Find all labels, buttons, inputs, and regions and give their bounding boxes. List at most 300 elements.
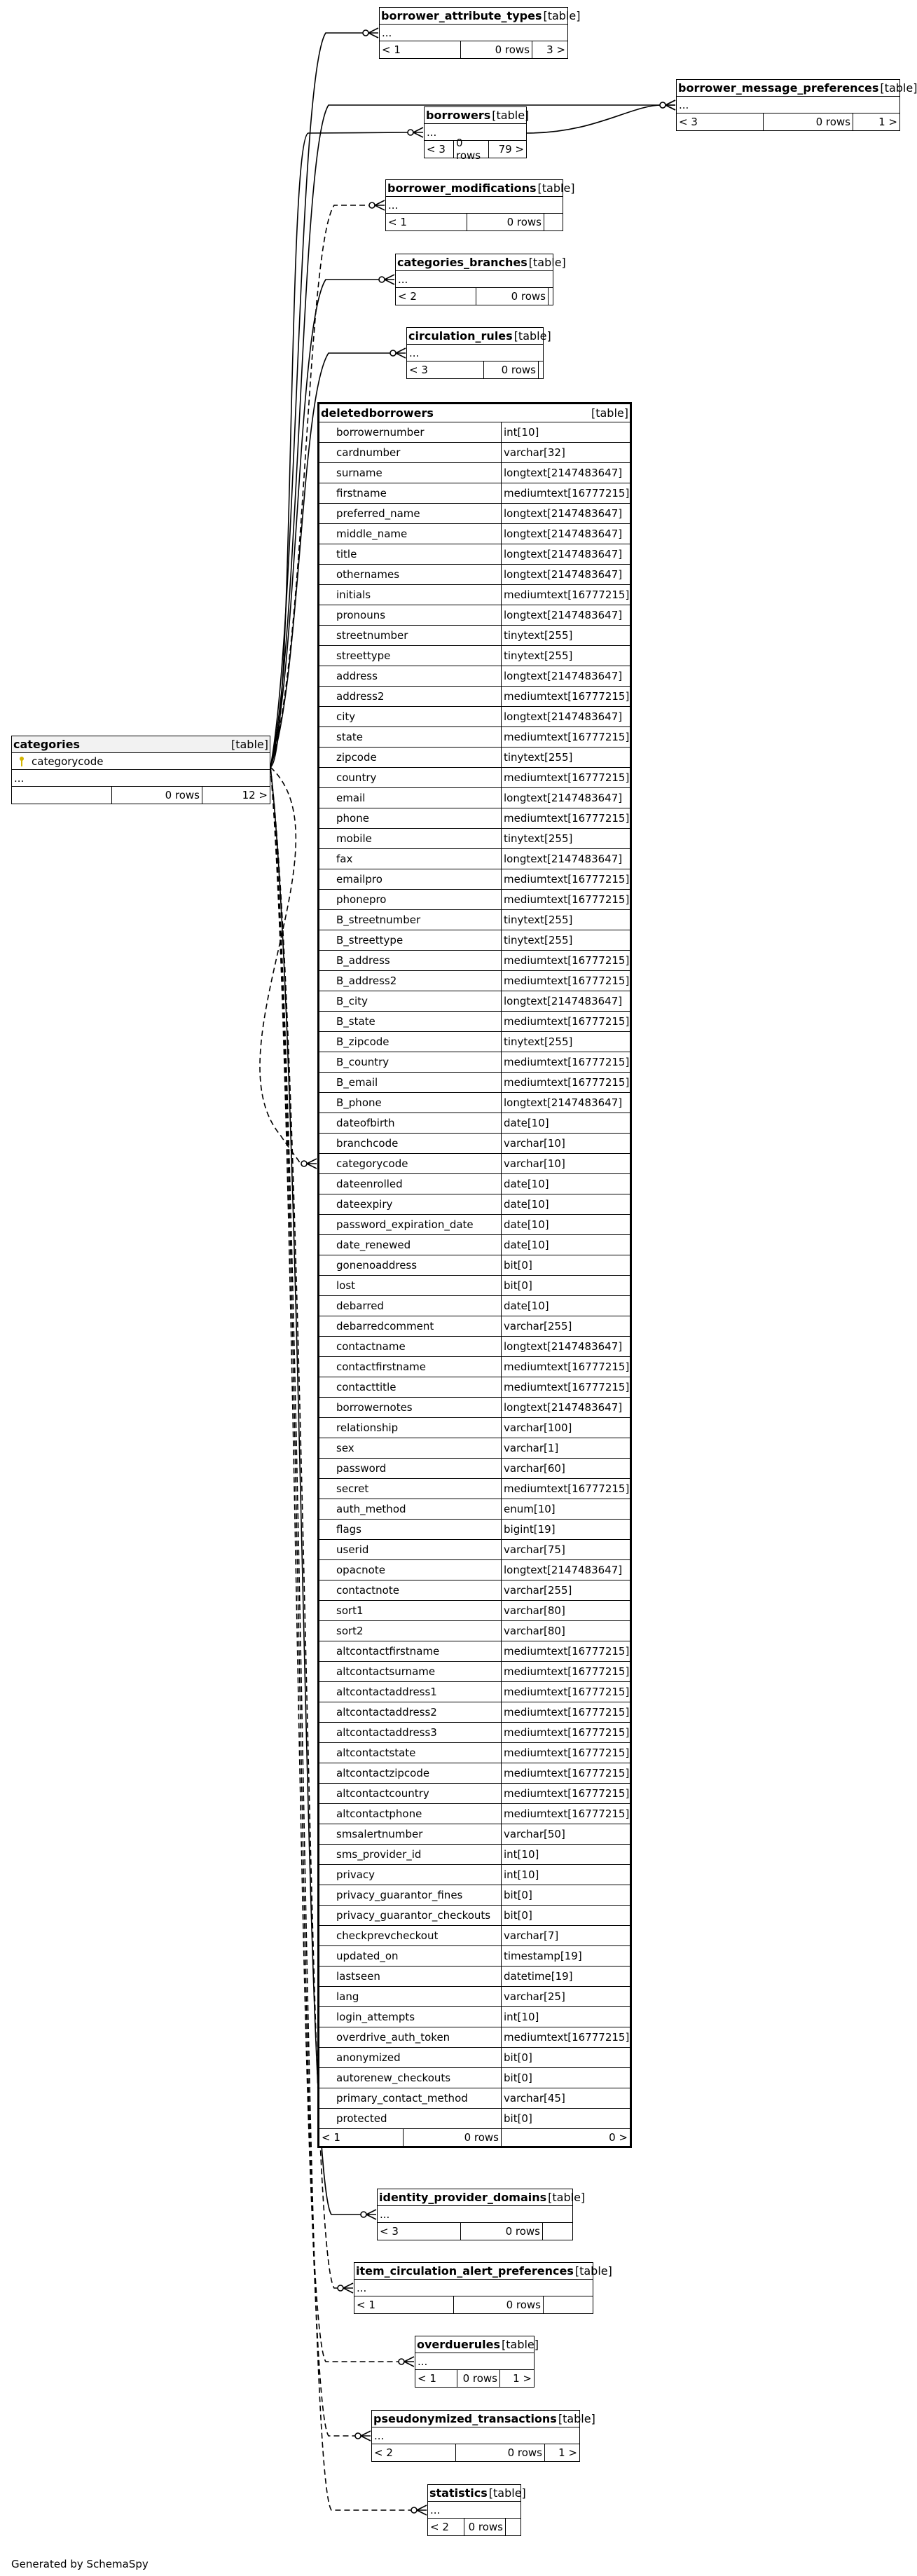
column-row — [319, 1296, 630, 1316]
column-name: firstname — [319, 483, 502, 503]
column-type: varchar[10] — [504, 1137, 565, 1150]
column-type: tinytext[255] — [504, 934, 573, 946]
rows-count: 0 rows — [764, 113, 853, 130]
column-type: tinytext[255] — [504, 649, 573, 662]
column-type: varchar[1] — [504, 1442, 559, 1454]
column-name: country — [319, 768, 502, 787]
column-row — [319, 422, 630, 443]
relation-pseudonymized-transactions-optional-marker — [355, 2433, 361, 2439]
table-overduerules[interactable] — [415, 2336, 539, 2388]
column-row — [319, 1438, 630, 1459]
column-type: date[10] — [504, 1239, 549, 1251]
column-row — [319, 1845, 630, 1865]
relation-overduerules-optional-marker — [399, 2359, 404, 2364]
column-type: mediumtext[16777215] — [504, 893, 630, 906]
table-header — [396, 254, 566, 271]
column-type: longtext[2147483647] — [504, 1564, 623, 1576]
relation-deletedborrowers-optional-marker — [301, 1161, 307, 1166]
column-name: dateofbirth — [319, 1113, 502, 1133]
column-row — [319, 1560, 630, 1580]
column-name: privacy_guarantor_checkouts — [319, 1906, 502, 1925]
table-pseudonymized-transactions[interactable] — [371, 2410, 595, 2462]
column-name: altcontactaddress1 — [319, 1682, 502, 1702]
table-header — [428, 2485, 526, 2502]
column-type: tinytext[255] — [504, 751, 573, 764]
column-type: longtext[2147483647] — [504, 1096, 623, 1109]
relation-statistics-crowfoot — [417, 2505, 427, 2515]
column-name: title — [319, 544, 502, 564]
column-row — [319, 2088, 630, 2109]
children-count: 3 > — [546, 43, 565, 56]
more-columns: ... — [386, 197, 563, 214]
table-header — [319, 404, 630, 422]
column-row — [319, 930, 630, 951]
relation-identity-provider-domains-optional-marker — [361, 2212, 366, 2217]
table-header — [677, 80, 917, 97]
column-row — [319, 483, 630, 504]
column-name: borrowernumber — [319, 422, 502, 442]
rows-count: 0 rows — [467, 214, 544, 230]
column-type: varchar[100] — [504, 1421, 572, 1434]
column-name: secret — [319, 1479, 502, 1499]
column-name: checkprevcheckout — [319, 1926, 502, 1945]
parents-count: < 2 — [428, 2519, 464, 2535]
column-row — [319, 443, 630, 463]
table-categories-branches[interactable] — [395, 254, 566, 305]
column-row — [319, 2048, 630, 2068]
children-count — [506, 2519, 520, 2535]
relation-categories-branches-crowfoot — [385, 275, 394, 284]
table-header — [407, 328, 551, 345]
relation-item-circulation-alert-preferences-crowfoot — [343, 2283, 353, 2293]
column-row — [319, 1479, 630, 1499]
column-name: preferred_name — [319, 504, 502, 523]
table-name: categories_branches — [397, 256, 528, 269]
table-footer — [372, 2444, 579, 2461]
column-row — [319, 1377, 630, 1398]
column-name: mobile — [319, 829, 502, 848]
relation-deletedborrowers-crowfoot — [307, 1159, 317, 1169]
column-type: date[10] — [504, 1218, 549, 1231]
column-row — [319, 626, 630, 646]
column-name: altcontactaddress2 — [319, 1702, 502, 1722]
relation-borrowers-message-preferences-crowfoot — [666, 100, 675, 110]
column-type: longtext[2147483647] — [504, 1401, 623, 1414]
column-type: date[10] — [504, 1178, 549, 1190]
more-columns: ... — [407, 345, 543, 361]
relation-overduerules-crowfoot — [404, 2357, 414, 2367]
column-name: streetnumber — [319, 626, 502, 645]
column-row — [319, 1235, 630, 1255]
table-footer — [380, 41, 567, 58]
column-name: sort1 — [319, 1601, 502, 1620]
column-name: fax — [319, 849, 502, 869]
relation-item-circulation-alert-preferences-optional-marker — [338, 2285, 343, 2291]
column-type: longtext[2147483647] — [504, 710, 623, 723]
column-type: mediumtext[16777215] — [504, 1686, 630, 1698]
table-name: pseudonymized_transactions — [373, 2412, 557, 2425]
column-name: streettype — [319, 646, 502, 666]
column-row — [319, 1987, 630, 2007]
table-borrower-modifications[interactable] — [385, 179, 575, 231]
column-name: relationship — [319, 1418, 502, 1438]
column-row — [319, 1906, 630, 1926]
column-row — [319, 1763, 630, 1784]
column-name: city — [319, 707, 502, 726]
column-row — [319, 788, 630, 808]
column-name: B_streetnumber — [319, 910, 502, 930]
column-row — [319, 2068, 630, 2088]
column-type: varchar[255] — [504, 1320, 572, 1332]
column-name: B_phone — [319, 1093, 502, 1113]
table-footer — [677, 113, 899, 130]
rows-count: 0 rows — [454, 141, 489, 158]
column-row — [319, 1824, 630, 1845]
column-type: mediumtext[16777215] — [504, 731, 630, 743]
relation-borrowers-message-preferences-optional-marker — [660, 102, 666, 108]
table-borrower-message-preferences[interactable] — [676, 79, 917, 131]
column-type: longtext[2147483647] — [504, 548, 623, 560]
parents-count: < 2 — [396, 288, 476, 305]
parents-count: < 3 — [677, 113, 764, 130]
more-columns: ... — [415, 2353, 534, 2370]
relation-circulation-rules-crowfoot — [396, 348, 406, 358]
table-kind: [table] — [230, 738, 268, 751]
column-row — [319, 1682, 630, 1702]
column-name: address2 — [319, 687, 502, 706]
column-row — [319, 544, 630, 565]
table-header — [372, 2411, 595, 2427]
column-type: mediumtext[16777215] — [504, 1787, 630, 1800]
rows-count: 0 rows — [456, 2444, 545, 2461]
column-row — [319, 910, 630, 930]
table-borrower-attribute-types[interactable] — [379, 7, 581, 59]
table-name: borrower_modifications — [387, 181, 537, 195]
column-row — [319, 1418, 630, 1438]
rows-count: 0 rows — [112, 787, 202, 804]
column-name: opacnote — [319, 1560, 502, 1580]
table-statistics[interactable] — [427, 2484, 526, 2536]
column-type: bit[0] — [504, 1889, 532, 1901]
relation-pseudonymized-transactions-crowfoot — [361, 2431, 371, 2441]
table-kind: [table] — [543, 9, 581, 22]
column-type: varchar[80] — [504, 1625, 565, 1637]
column-type: date[10] — [504, 1198, 549, 1211]
column-type: enum[10] — [504, 1503, 556, 1515]
table-footer — [378, 2223, 572, 2240]
column-name: altcontactphone — [319, 1804, 502, 1824]
column-type: bigint[19] — [504, 1523, 556, 1536]
column-name: auth_method — [319, 1499, 502, 1519]
table-name: item_circulation_alert_preferences — [356, 2264, 574, 2278]
column-name: protected — [319, 2109, 502, 2128]
table-kind: [table] — [488, 2486, 526, 2500]
table-footer — [354, 2296, 593, 2313]
rows-count: 0 rows — [484, 361, 539, 378]
table-circulation-rules[interactable] — [406, 327, 551, 379]
column-type: varchar[60] — [504, 1462, 565, 1475]
parents-count: < 3 — [407, 361, 484, 378]
column-name: phonepro — [319, 890, 502, 909]
table-name: statistics — [429, 2486, 488, 2500]
column-type: varchar[25] — [504, 1990, 565, 2003]
column-name: lang — [319, 1987, 502, 2006]
column-name: email — [319, 788, 502, 808]
column-row — [319, 1459, 630, 1479]
children-count: 0 > — [609, 2131, 628, 2144]
column-name: sort2 — [319, 1621, 502, 1641]
column-row — [319, 1723, 630, 1743]
column-type: varchar[32] — [504, 446, 565, 459]
more-columns: ... — [677, 97, 899, 113]
column-type: bit[0] — [504, 2051, 532, 2064]
column-name: login_attempts — [319, 2007, 502, 2027]
column-name: password — [319, 1459, 502, 1478]
column-name: cardnumber — [319, 443, 502, 462]
rows-count: 0 rows — [461, 41, 532, 58]
children-count: 12 > — [242, 789, 268, 801]
column-row — [319, 1073, 630, 1093]
column-row — [319, 646, 630, 666]
children-count: 1 > — [513, 2372, 532, 2385]
column-name: altcontactfirstname — [319, 1641, 502, 1661]
table-kind: [table] — [492, 109, 530, 122]
column-name: overdrive_auth_token — [319, 2027, 502, 2047]
more-columns: ... — [372, 2427, 579, 2444]
column-name: emailpro — [319, 869, 502, 889]
column-row — [319, 869, 630, 890]
parents-count: < 3 — [425, 141, 454, 158]
table-header — [425, 107, 530, 124]
column-row — [319, 808, 630, 829]
table-kind: [table] — [548, 2191, 586, 2204]
column-row — [319, 1662, 630, 1682]
column-type: longtext[2147483647] — [504, 792, 623, 804]
column-name: categorycode — [319, 1154, 502, 1173]
column-type: mediumtext[16777215] — [504, 1361, 630, 1373]
column-type: mediumtext[16777215] — [504, 690, 630, 703]
column-type: longtext[2147483647] — [504, 568, 623, 581]
column-row — [319, 890, 630, 910]
column-type: mediumtext[16777215] — [504, 1482, 630, 1495]
column-name: altcontactaddress3 — [319, 1723, 502, 1742]
primary-key-column: categorycode — [32, 755, 104, 768]
column-row — [319, 727, 630, 748]
column-name: privacy_guarantor_fines — [319, 1885, 502, 1905]
column-row — [319, 1113, 630, 1134]
column-row — [319, 1804, 630, 1824]
table-footer — [425, 137, 526, 162]
column-row — [319, 829, 630, 849]
table-item-circulation-alert-preferences[interactable] — [354, 2262, 612, 2314]
table-name: deletedborrowers — [321, 406, 434, 420]
column-name: phone — [319, 808, 502, 828]
column-name: autorenew_checkouts — [319, 2068, 502, 2088]
column-type: mediumtext[16777215] — [504, 1807, 630, 1820]
relation-identity-provider-domains-crowfoot — [366, 2210, 376, 2219]
column-row — [319, 1641, 630, 1662]
column-row — [319, 707, 630, 727]
column-name: debarredcomment — [319, 1316, 502, 1336]
column-type: varchar[7] — [504, 1929, 559, 1942]
parents-count — [12, 787, 112, 804]
column-name: contactname — [319, 1337, 502, 1356]
column-type: bit[0] — [504, 1259, 532, 1272]
column-row — [319, 1255, 630, 1276]
column-type: mediumtext[16777215] — [504, 1645, 630, 1658]
column-type: varchar[80] — [504, 1604, 565, 1617]
column-type: mediumtext[16777215] — [504, 1076, 630, 1089]
column-row — [319, 2027, 630, 2048]
table-footer — [396, 288, 553, 305]
table-categories[interactable] — [11, 736, 270, 804]
column-name: contactfirstname — [319, 1357, 502, 1377]
column-type: mediumtext[16777215] — [504, 1665, 630, 1678]
column-row — [319, 1093, 630, 1113]
parents-count: < 3 — [378, 2223, 461, 2240]
column-name: sex — [319, 1438, 502, 1458]
column-name: gonenoaddress — [319, 1255, 502, 1275]
column-name: date_renewed — [319, 1235, 502, 1255]
relation-borrowers-optional-marker — [408, 130, 413, 135]
column-type: tinytext[255] — [504, 832, 573, 845]
column-name: primary_contact_method — [319, 2088, 502, 2108]
column-type: longtext[2147483647] — [504, 1340, 623, 1353]
table-kind: [table] — [574, 2264, 612, 2278]
column-type: longtext[2147483647] — [504, 507, 623, 520]
generated-by-label: Generated by SchemaSpy — [11, 2558, 149, 2570]
column-type: longtext[2147483647] — [504, 995, 623, 1007]
column-row — [319, 605, 630, 626]
column-row — [319, 524, 630, 544]
column-row — [319, 1134, 630, 1154]
column-name: sms_provider_id — [319, 1845, 502, 1864]
relation-borrower-attribute-types-optional-marker — [363, 30, 368, 36]
children-count — [549, 288, 553, 305]
column-type: bit[0] — [504, 2072, 532, 2084]
table-borrowers[interactable] — [424, 106, 530, 162]
column-row — [319, 1601, 630, 1621]
column-name: B_streettype — [319, 930, 502, 950]
relation-borrower-modifications-optional-marker — [369, 202, 375, 208]
column-type: mediumtext[16777215] — [504, 588, 630, 601]
relation-borrower-modifications-crowfoot — [375, 200, 385, 210]
column-type: mediumtext[16777215] — [504, 1706, 630, 1719]
column-type: mediumtext[16777215] — [504, 771, 630, 784]
rows-count: 0 rows — [464, 2519, 506, 2535]
table-header — [415, 2336, 539, 2353]
column-name: B_state — [319, 1012, 502, 1031]
column-type: bit[0] — [504, 1279, 532, 1292]
column-name: contacttitle — [319, 1377, 502, 1397]
column-name: zipcode — [319, 748, 502, 767]
column-name: address — [319, 666, 502, 686]
column-type: mediumtext[16777215] — [504, 1726, 630, 1739]
column-row — [319, 1316, 630, 1337]
column-row — [319, 971, 630, 991]
column-type: mediumtext[16777215] — [504, 487, 630, 500]
children-count: 79 > — [498, 143, 524, 156]
column-type: longtext[2147483647] — [504, 467, 623, 479]
column-row — [319, 1398, 630, 1418]
column-row — [319, 1540, 630, 1560]
column-row — [319, 2007, 630, 2027]
column-type: datetime[19] — [504, 1970, 573, 1983]
column-row — [319, 1357, 630, 1377]
column-name: lost — [319, 1276, 502, 1295]
column-row — [319, 1215, 630, 1235]
column-row — [319, 1784, 630, 1804]
relation-borrowers-message-preferences — [527, 105, 662, 133]
column-type: varchar[45] — [504, 2092, 565, 2105]
column-name: B_country — [319, 1052, 502, 1072]
column-type: timestamp[19] — [504, 1950, 582, 1962]
table-header — [378, 2189, 586, 2206]
table-kind: [table] — [537, 181, 575, 195]
column-row — [319, 951, 630, 971]
column-type: date[10] — [504, 1300, 549, 1312]
column-type: mediumtext[16777215] — [504, 2031, 630, 2044]
table-kind: [table] — [513, 329, 551, 343]
column-type: int[10] — [504, 1848, 539, 1861]
column-row — [319, 504, 630, 524]
table-identity-provider-domains[interactable] — [377, 2189, 586, 2240]
column-type: mediumtext[16777215] — [504, 873, 630, 886]
column-type: varchar[75] — [504, 1543, 565, 1556]
rows-count: 0 rows — [461, 2223, 543, 2240]
column-row — [319, 1865, 630, 1885]
column-name: borrowernotes — [319, 1398, 502, 1417]
table-footer — [319, 2129, 630, 2146]
column-name: othernames — [319, 565, 502, 584]
column-type: int[10] — [504, 426, 539, 439]
column-row — [319, 1032, 630, 1052]
parents-count: < 1 — [319, 2129, 404, 2146]
column-type: tinytext[255] — [504, 629, 573, 642]
column-row — [319, 991, 630, 1012]
children-count — [544, 2296, 593, 2313]
column-name: dateenrolled — [319, 1174, 502, 1194]
rows-count: 0 rows — [457, 2370, 500, 2387]
column-name: anonymized — [319, 2048, 502, 2067]
table-deletedborrowers[interactable] — [317, 402, 632, 2148]
table-footer — [428, 2519, 520, 2535]
column-row — [319, 2109, 630, 2129]
children-count — [543, 2223, 572, 2240]
relation-categories-branches-optional-marker — [379, 277, 385, 282]
table-footer — [12, 787, 270, 804]
column-type: longtext[2147483647] — [504, 853, 623, 865]
relation-circulation-rules-optional-marker — [390, 350, 396, 356]
column-row — [319, 1702, 630, 1723]
column-name: smsalertnumber — [319, 1824, 502, 1844]
column-name: B_city — [319, 991, 502, 1011]
column-row — [319, 849, 630, 869]
children-count — [544, 214, 563, 230]
column-row — [319, 1154, 630, 1174]
table-header — [354, 2263, 612, 2280]
column-name: altcontactcountry — [319, 1784, 502, 1803]
column-row — [319, 1885, 630, 1906]
column-type: mediumtext[16777215] — [504, 974, 630, 987]
more-columns: ... — [354, 2280, 593, 2296]
column-type: bit[0] — [504, 1909, 532, 1922]
column-type: mediumtext[16777215] — [504, 1747, 630, 1759]
column-row — [319, 1946, 630, 1967]
column-row — [319, 748, 630, 768]
column-name: userid — [319, 1540, 502, 1559]
column-row — [319, 666, 630, 687]
